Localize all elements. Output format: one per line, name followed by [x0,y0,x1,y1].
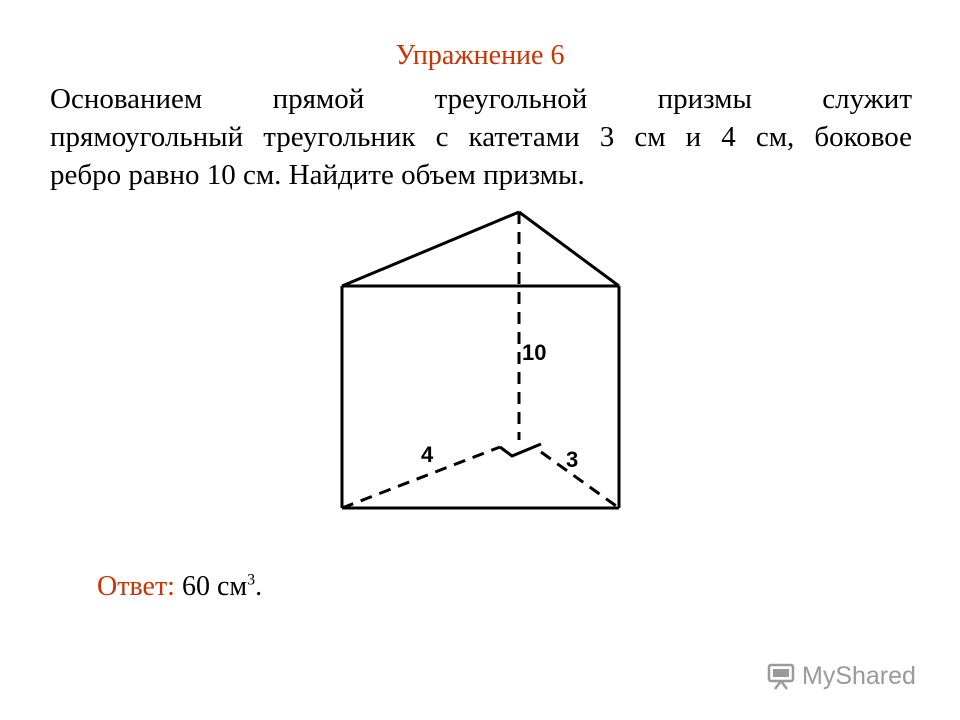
label-leg-4: 4 [421,442,434,467]
answer-value: 60 см [181,571,248,602]
top-edge-right [519,212,619,286]
hidden-bottom-edge-right [541,452,619,508]
answer-label: Ответ: [97,571,175,602]
right-angle-mark [500,444,541,456]
answer-exponent: 3 [247,571,256,589]
exercise-title: Упражнение 6 [395,40,565,71]
answer-suffix: . [255,571,263,602]
myshared-logo [766,656,916,696]
projector-icon [766,661,796,691]
problem-line-1: Основанием прямой треугольной призмы служит [50,83,912,115]
top-edge-left [342,212,519,286]
myshared-text: MyShared [802,661,916,690]
problem-line-2: прямоугольный треугольник с катетами 3 см и 4 см, боковое [50,121,912,153]
label-height: 10 [522,340,547,365]
answer [97,571,262,603]
label-leg-3: 3 [566,447,579,472]
problem-line-3: ребро равно 10 см. Найдите объем призмы. [50,159,585,191]
